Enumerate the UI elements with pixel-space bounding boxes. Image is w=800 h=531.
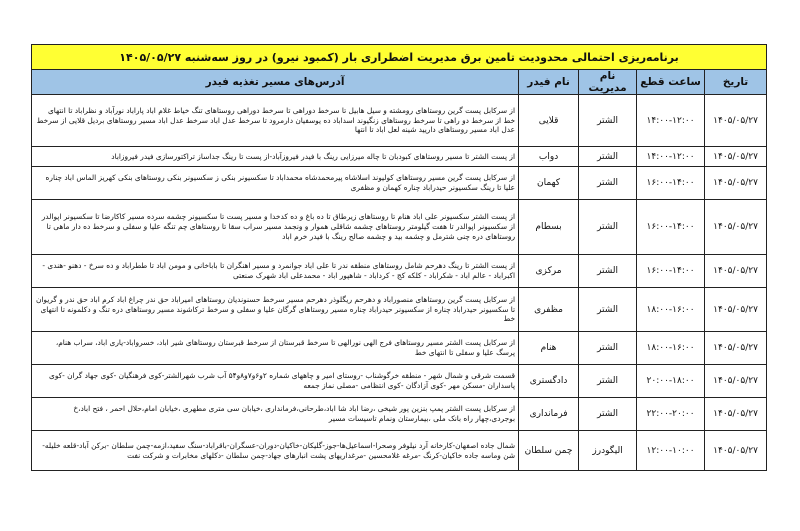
cell-management: الشتر xyxy=(579,200,637,255)
cell-management: الشتر xyxy=(579,147,637,167)
cell-address: شمال جاده اصفهان-کارخانه آرد نیلوفر وصحرا-اسماعیل‌ها-جوز-گلیکان-خاکیان-دوران-عسگران-باقراباد-سنگ سفید،ازمه-چمن سلطان -برکن آباد-قلعه خلیله-شن وماسه جاده خاکیان-کرنگ -مرغه غلامحسین -مرغداریهای پشت انبارهای جهاد-چمن سلطان -دکلهای مخابرات و شرکت نفت xyxy=(32,431,519,471)
table-row xyxy=(32,288,767,332)
cell-time xyxy=(637,288,705,332)
cell-feeder: مرکزی xyxy=(519,255,579,288)
header-address: آدرس‌های مسیر تغذیه فیدر xyxy=(32,70,519,95)
cell-address: قسمت شرقی و شمال شهر - منطقه خرگوشناب -روستای امیر و چاههای شماره ۲و۶و۷و۸و۵۴ آب شرب شهرالشتر-کوی فرهنگیان -کوی جهاد گران -کوی پاسداران -مسکن مهر -کوی آزادگان -کوی انتظامی -مصلی نماز جمعه xyxy=(32,365,519,398)
cell-time xyxy=(637,95,705,147)
cell-feeder: کهمان xyxy=(519,167,579,200)
cell-date xyxy=(705,167,767,200)
cell-date-text: ۱۴۰۵/۰۵/۲۷ xyxy=(713,343,758,353)
cell-time xyxy=(637,255,705,288)
title-row xyxy=(32,45,767,70)
cell-date-text: ۱۴۰۵/۰۵/۲۷ xyxy=(713,376,758,386)
cell-management: الشتر xyxy=(579,288,637,332)
cell-feeder: دادگستری xyxy=(519,365,579,398)
cell-address: از پست الشتر سکسیونر علی اباد هنام تا روستاهای زیرطاق تا ده باغ و ده کدخدا و مسیر پست تا سکسیونر چشمه سرده مسیر کاکارضا تا سکسیونر اپوالدر از سکسیونر اپوالدر تا هفت گیلومتر روستاهای چشمه شاقلی هموار و ونجمد مسیر سراب سقا تا روستاهای چم تنگه علیا و سفلی و سرخط ده دار ماهی تا روستاهای دره چنی شترمل و چشمه بید و چشمه صالح رینگ با فیدر خرم اباد xyxy=(32,200,519,255)
page-title: برنامه‌ریزی احتمالی محدودیت تامین برق مدیریت اضطراری بار (کمبود نیرو) در روز سه‌شنبه ۱۴۰۵/۰۵/۲۷ xyxy=(32,45,767,70)
cell-time-text: ۱۶:۰۰-۱۴:۰۰ xyxy=(646,178,695,188)
cell-time-text: ۱۶:۰۰-۱۴:۰۰ xyxy=(646,266,695,276)
cell-date xyxy=(705,431,767,471)
table-row xyxy=(32,398,767,431)
table-row xyxy=(32,95,767,147)
cell-feeder: هنام xyxy=(519,332,579,365)
cell-time-text: ۲۲:۰۰-۲۰:۰۰ xyxy=(646,409,695,419)
cell-time-text: ۱۸:۰۰-۱۶:۰۰ xyxy=(646,343,695,353)
cell-address: از سرکابل پست گرین روستاهای رومشته و سیل هابیل تا سرخط دوراهی تا سرخط دوراهی روستاهای تنگ خیاط غلام اباد پاراباد نورآباد و نظراباد تا انتهای خط از سرخط دو راهی تا سرخط روستاهای زنگیوند اسداباد ده یوسفیان دارمرود تا سرخط عدل اباد سرخط عدل اباد مسیر روستاهای بردیل قلایی از سرخط عدل اباد مسیر روستاهای داریید شینه لعل اباد تا انتها xyxy=(32,95,519,147)
cell-time xyxy=(637,332,705,365)
cell-management: الیگودرز xyxy=(579,431,637,471)
cell-date xyxy=(705,288,767,332)
cell-time xyxy=(637,431,705,471)
cell-date xyxy=(705,255,767,288)
cell-date xyxy=(705,332,767,365)
cell-address: از سرکابل پست الشتر پمپ بنزین پور شیخی ،رضا اباد شا اباد،طرحانی،فرمانداری ،خیابان سی متری مطهری ،خیابان امام،حلال احمر ، فتح اباد،خ بوجردی،چهار راه بانک ملی ،بیمارستان ونمام تاسیسات مسیر xyxy=(32,398,519,431)
table-row xyxy=(32,332,767,365)
cell-time xyxy=(637,200,705,255)
cell-address: از سرکابل پست الشتر مسیر روستاهای فرج الهی نورالهی تا سرخط قبرستان از سرخط قبرستان روستاهای شیر اباد، خسرواباد-یاری اباد، سراب هنام، پرسگ علیا و سفلی تا انتهای خط xyxy=(32,332,519,365)
header-date: تاریخ xyxy=(705,70,767,95)
cell-management: الشتر xyxy=(579,95,637,147)
schedule-table xyxy=(31,44,767,471)
cell-management: الشتر xyxy=(579,255,637,288)
cell-date-text: ۱۴۰۵/۰۵/۲۷ xyxy=(713,151,758,162)
cell-time-text: ۱۴:۰۰-۱۲:۰۰ xyxy=(646,151,695,162)
table-row xyxy=(32,255,767,288)
cell-date-text: ۱۴۰۵/۰۵/۲۷ xyxy=(713,304,758,315)
cell-date xyxy=(705,147,767,167)
cell-time-text: ۱۲:۰۰-۱۰:۰۰ xyxy=(646,445,695,456)
cell-time xyxy=(637,398,705,431)
cell-time xyxy=(637,167,705,200)
cell-time-text: ۱۶:۰۰-۱۴:۰۰ xyxy=(646,222,695,232)
cell-address: از پست الشتر تا رینگ دهرحم شامل روستاهای منطقه ندر تا علی اباد جوانمرد و مسیر اهنگران تا باباخانی و مومن اباد تا ططراباد و ده سرخ - دهنو -هندی - اکبراباد - عالم اباد - شکراباد - کلکه کج - کرداباد - شاهپور اباد - محمدعلی اباد شهرک صنعتی xyxy=(32,255,519,288)
cell-management: الشتر xyxy=(579,398,637,431)
table-row xyxy=(32,365,767,398)
table-row xyxy=(32,200,767,255)
cell-date-text: ۱۴۰۵/۰۵/۲۷ xyxy=(713,115,758,126)
cell-date-text: ۱۴۰۵/۰۵/۲۷ xyxy=(713,409,758,419)
cell-date-text: ۱۴۰۵/۰۵/۲۷ xyxy=(713,445,758,456)
cell-date-text: ۱۴۰۵/۰۵/۲۷ xyxy=(713,266,758,276)
cell-date xyxy=(705,365,767,398)
cell-address: از سرکابل پست گرین روستاهای منصوراباد و دهرحم ریگلوذر دهرحم مسیر سرخط حسنوندیان روستاهای امیراباد حق ندر چراغ اباد کرم اباد حق ندر و گریوان تا سکسیونر حیدراباد چناره از سکسیونر حیدراباد چناره مسیر روستاهای گرگان علیا و سفلی و سرخط ترکاشوند مسیر روستاهای دره تنگ و دکلمونه تا انتهای خط xyxy=(32,288,519,332)
cell-feeder: دواب xyxy=(519,147,579,167)
cell-management: الشتر xyxy=(579,365,637,398)
cell-feeder: بسطام xyxy=(519,200,579,255)
cell-address: از سرکابل پست گرین مسیر روستاهای کولیوند اسلاشاه پیرمحمدشاه محمداباد تا سکسیونر بنکی ز سکسیونر بنکی روستاهای بنکی کهریز الماس اباد چناره علیا تا رینگ سکسیونر حیدراباد چناره کهمان و مظفری xyxy=(32,167,519,200)
table-row xyxy=(32,147,767,167)
cell-management: الشتر xyxy=(579,167,637,200)
cell-feeder: چمن سلطان xyxy=(519,431,579,471)
cell-feeder: مظفری xyxy=(519,288,579,332)
cell-date xyxy=(705,95,767,147)
cell-time xyxy=(637,365,705,398)
cell-management: الشتر xyxy=(579,332,637,365)
cell-date xyxy=(705,398,767,431)
header-time: ساعت قطع xyxy=(637,70,705,95)
cell-time-text: ۱۴:۰۰-۱۲:۰۰ xyxy=(646,115,695,126)
cell-time xyxy=(637,147,705,167)
cell-feeder: فرمانداری xyxy=(519,398,579,431)
header-management: نام مدیریت xyxy=(579,70,637,95)
cell-date-text: ۱۴۰۵/۰۵/۲۷ xyxy=(713,222,758,232)
cell-address: از پست الشتر تا مسیر روستاهای کبودبان تا چاله میرزایی رینگ با فیدر فیروزآباد-از پست تا رینگ جداساز تراکتورسازی فیدر فیروزاباد xyxy=(32,147,519,167)
header-row xyxy=(32,70,767,95)
table-row xyxy=(32,167,767,200)
header-feeder: نام فیدر xyxy=(519,70,579,95)
cell-date-text: ۱۴۰۵/۰۵/۲۷ xyxy=(713,178,758,188)
cell-time-text: ۲۰:۰۰-۱۸:۰۰ xyxy=(646,376,695,386)
table-row xyxy=(32,431,767,471)
cell-date xyxy=(705,200,767,255)
cell-feeder: قلایی xyxy=(519,95,579,147)
cell-time-text: ۱۸:۰۰-۱۶:۰۰ xyxy=(646,304,695,315)
